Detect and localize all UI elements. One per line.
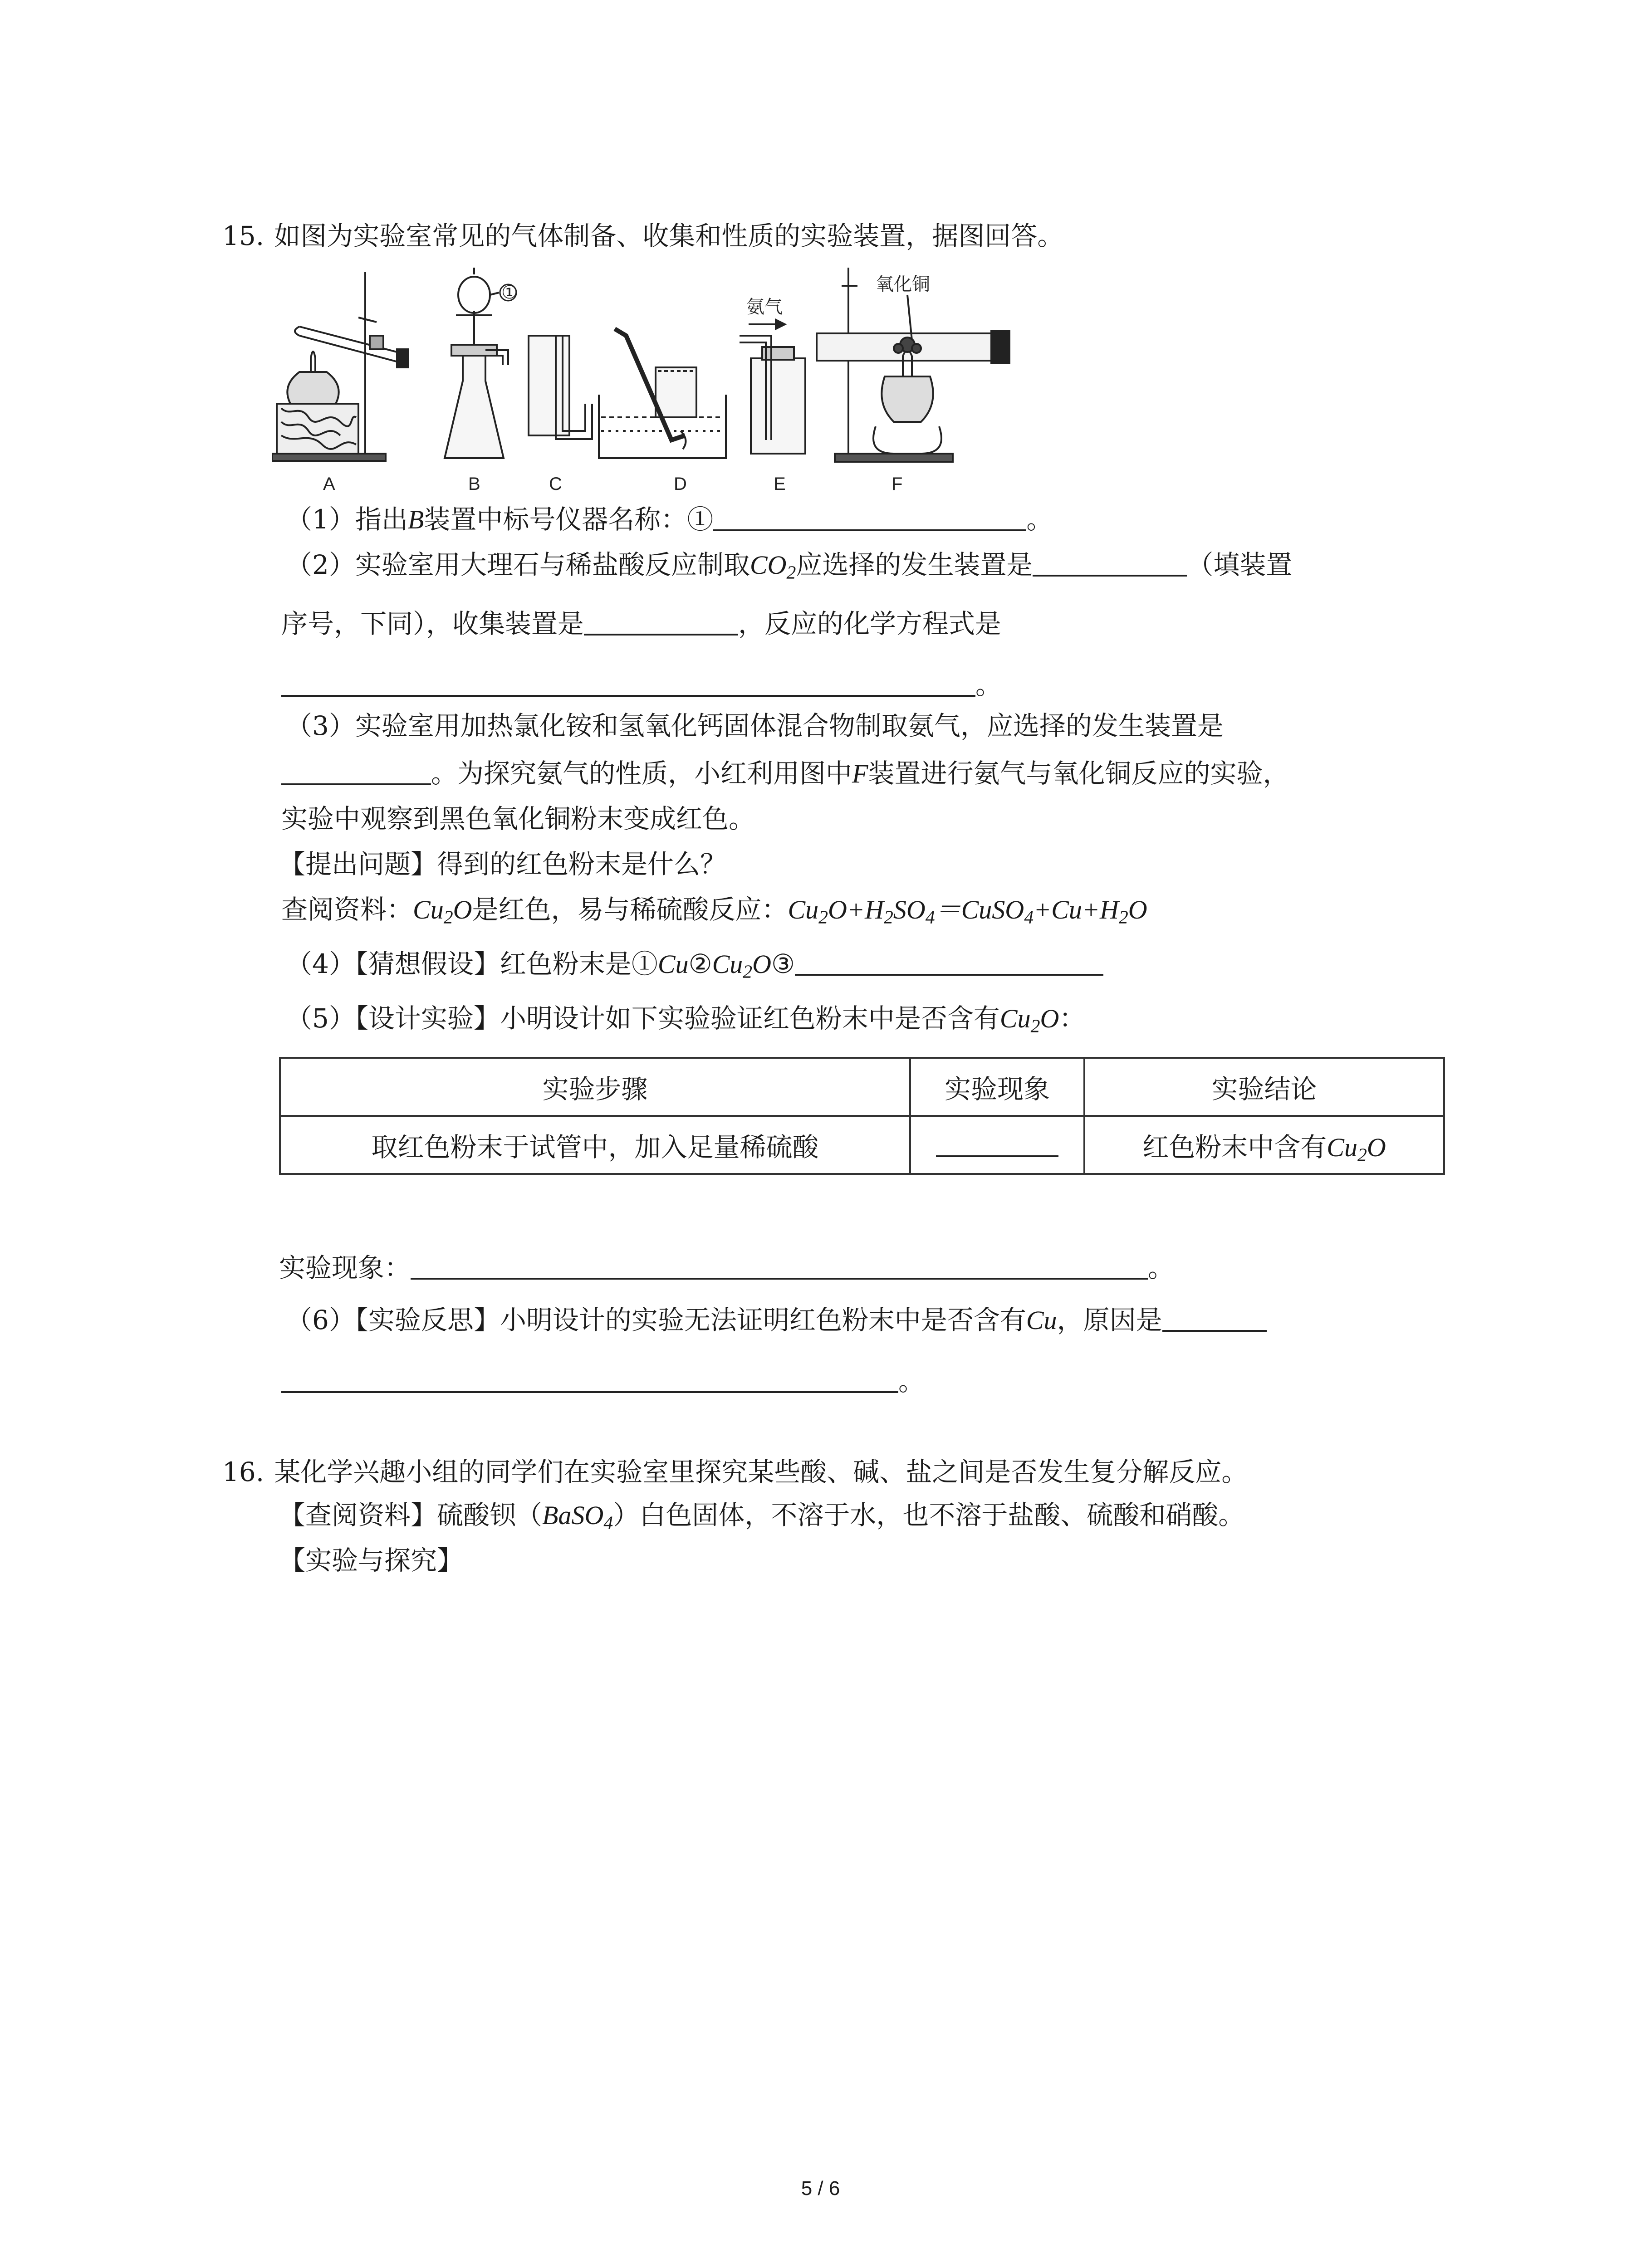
raise-question: 【提出问题】得到的红色粉末是什么？: [279, 849, 727, 880]
sub-question-6-line2: 。: [281, 1363, 925, 1399]
answer-blank-1[interactable]: [713, 503, 1026, 531]
header-phenomenon: 实验现象: [910, 1058, 1084, 1116]
sub-question-1: （1）指出B装置中标号仪器名称：① 。: [286, 504, 1053, 535]
sub-question-3-line2: 。为探究氨气的性质，小红利用图中F装置进行氨气与氧化铜反应的实验，: [281, 755, 1289, 792]
sub-question-2-line3: 。: [281, 667, 1002, 703]
label-c: C: [549, 474, 562, 494]
experiment-table: [279, 1057, 1445, 1175]
sub-question-6: （6）【实验反思】小明设计的实验无法证明红色粉末中是否含有Cu，原因是: [286, 1302, 1267, 1339]
sub-question-3-line3: 实验中观察到黑色氧化铜粉末变成红色。: [281, 803, 755, 834]
question-number: 15.: [222, 220, 265, 251]
reference-data: 查阅资料：$Cu_2O$是红色，易与稀硫酸反应：$Cu_2O+H_2SO_4=CuSO_4+Cu+H_2O$: [281, 894, 1147, 928]
header-steps: 实验步骤: [280, 1058, 910, 1116]
question-16-stem: 16. 某化学兴趣小组的同学们在实验室里探究某些酸、碱、盐之间是否发生复分解反应。: [222, 1457, 1248, 1487]
sub-question-2-line2: 序号，下同），收集装置是 ，反应的化学方程式是: [281, 608, 1002, 639]
apparatus-figure: [272, 268, 1016, 494]
reaction-equation: $Cu_2O+H_2SO_4=CuSO_4+Cu+H_2O$: [788, 895, 1147, 928]
label-b: B: [468, 474, 480, 494]
answer-blank-6a[interactable]: [1162, 1304, 1267, 1332]
cell-phenomenon: [910, 1116, 1084, 1174]
apparatus-f: [817, 268, 1009, 462]
answer-blank-6b[interactable]: [281, 1365, 898, 1393]
table-row: [280, 1116, 1444, 1174]
apparatus-d: [599, 329, 726, 458]
answer-blank-3[interactable]: [281, 757, 431, 785]
answer-blank-4[interactable]: [795, 948, 1103, 976]
answer-blank-2b[interactable]: [584, 607, 738, 635]
ammonia-label: 氨气: [746, 297, 783, 318]
header-conclusion: 实验结论: [1084, 1058, 1444, 1116]
page-number: 5 / 6: [801, 2177, 840, 2200]
table-header-row: [280, 1058, 1444, 1116]
q16-explore-heading: 【实验与探究】: [279, 1545, 464, 1576]
apparatus-e: [740, 297, 805, 454]
apparatus-a: [272, 272, 408, 461]
sub-question-5: （5）【设计实验】小明设计如下实验验证红色粉末中是否含有$Cu_2O$：: [286, 1003, 1086, 1037]
answer-blank-2c[interactable]: [281, 669, 975, 697]
cell-conclusion: 红色粉末中含有$Cu_2O$: [1084, 1116, 1444, 1174]
label-d: D: [674, 474, 687, 494]
sub-question-3: （3）实验室用加热氯化铵和氢氧化钙固体混合物制取氨气，应选择的发生装置是: [286, 710, 1224, 741]
marker-1: ①: [501, 283, 518, 303]
sub-question-4: （4）【猜想假设】红色粉末是$①Cu②Cu_2O③$: [286, 946, 1103, 982]
phenomenon-line: 实验现象： 。: [279, 1252, 1175, 1283]
question-number: 16.: [222, 1457, 265, 1487]
answer-blank-2a[interactable]: [1033, 548, 1187, 577]
label-e: E: [774, 474, 786, 494]
answer-blank-phenomenon[interactable]: [411, 1251, 1148, 1280]
label-a: A: [323, 474, 335, 494]
question-15-stem: 15. 如图为实验室常见的气体制备、收集和性质的实验装置，据图回答。: [222, 220, 1064, 251]
label-f: F: [892, 474, 903, 494]
apparatus-c: [529, 336, 592, 439]
answer-blank-table[interactable]: [936, 1129, 1058, 1157]
copper-oxide-label: 氧化铜: [876, 274, 930, 295]
sub-question-2: （2）实验室用大理石与稀盐酸反应制取$CO_2$应选择的发生装置是 （填装置: [286, 549, 1293, 583]
cell-step: 取红色粉末于试管中，加入足量稀硫酸: [280, 1116, 910, 1174]
q16-reference-data: 【查阅资料】硫酸钡（BaSO$_4$）白色固体，不溶于水，也不溶于盐酸、硫酸和硝酸。: [279, 1500, 1245, 1534]
